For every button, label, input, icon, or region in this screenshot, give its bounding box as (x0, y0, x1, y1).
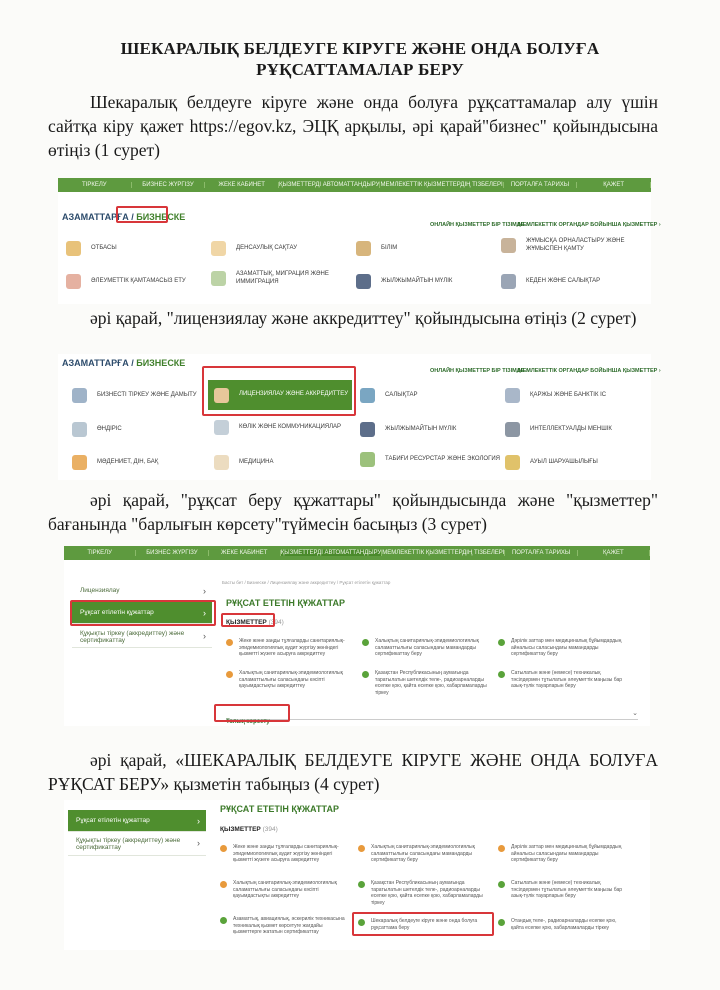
top-nav-bar (58, 178, 651, 192)
category-real-estate[interactable]: ЖЫЛЖЫМАЙТЫН МҮЛІК (360, 422, 500, 437)
nav-item[interactable]: БИЗНЕС ЖҮРГІЗУ (132, 182, 206, 188)
nav-item[interactable]: ПОРТАЛҒА ТАРИХЫ (504, 182, 578, 188)
category-medicine[interactable]: МЕДИЦИНА (214, 455, 354, 470)
highlight-show-all (214, 704, 290, 722)
magnifier-icon (360, 388, 375, 403)
category-family[interactable]: ОТБАСЫ (66, 241, 206, 256)
nav-item[interactable]: ТІРКЕЛУ (58, 182, 132, 188)
highlight-border-permit (352, 912, 494, 936)
nav-item[interactable]: МЕМЛЕКЕТТІК ҚЫЗМЕТТЕРДІҢ ТІЗБЕЛЕРІ (380, 182, 503, 188)
sidebar-item-permits[interactable]: Рұқсат етілетін құжаттар › (68, 810, 206, 832)
nav-item[interactable]: ПОРТАЛҒА ТАРИХЫ (505, 550, 577, 556)
category-ecology[interactable]: ТАБИҒИ РЕСУРСТАР ЖӘНЕ ЭКОЛОГИЯ (360, 452, 500, 467)
paragraph-step-2: әрі қарай, "лицензиялау және аккредиттеу" қойындысына өтіңіз (2 сурет) (90, 308, 637, 328)
online-services-link[interactable]: ОНЛАЙН ҚЫЗМЕТТЕР БІР ТІЗІМДЕ › (430, 368, 528, 374)
breadcrumb-business[interactable]: БИЗНЕСКЕ (136, 212, 186, 222)
nav-item[interactable]: ҚЫЗМЕТТЕРДІ АВТОМАТТАНДЫРУ (280, 550, 382, 556)
category-health[interactable]: ДЕНСАУЛЫҚ САҚТАУ (211, 241, 351, 256)
document-icon (72, 388, 87, 403)
service-dot-icon (362, 671, 369, 678)
service-dot-icon (358, 845, 365, 852)
nav-item[interactable]: БИЗНЕС ЖҮРГІЗУ (136, 550, 208, 556)
wheat-icon (505, 455, 520, 470)
paragraph-step-1: Шекаралық белдеуге кіруге және онда болуға рұқсаттамалар алу үшін сайтқа кіру қажет https://egov.kz, ЭЦҚ арқылы, әрі қарай"бизнес" қойындысына өтіңіз (1 сурет) (48, 92, 658, 160)
copyright-icon (505, 422, 520, 437)
category-transport[interactable]: КӨЛІК ЖӘНЕ КОММУНИКАЦИЯЛАР (214, 420, 354, 435)
category-production[interactable]: ӨНДІРІС (72, 422, 202, 437)
section-heading: РҰҚСАТ ЕТЕТІН ҚҰЖАТТАР (220, 804, 339, 814)
screenshot-1 (58, 178, 661, 304)
highlight-licensing (202, 366, 356, 416)
nav-item[interactable]: ЖЕКЕ КАБИНЕТ (209, 550, 281, 556)
breadcrumb-business[interactable]: БИЗНЕСКЕ (136, 358, 186, 368)
service-item-border-permit[interactable]: Шекаралық белдеуге кіруге және онда болуға рұқсаттама беру (358, 918, 488, 931)
service-dot-icon (362, 639, 369, 646)
service-item[interactable]: Дәрілік заттар мен медициналық бұйымдардың айналысы саласындағы мамандарды сертификаттау беру (498, 844, 628, 864)
service-dot-icon (498, 919, 505, 926)
truck-icon (214, 420, 229, 435)
nav-item[interactable]: ҚАЖЕТ (577, 182, 651, 188)
chevron-right-icon: › (197, 815, 200, 826)
title-line-1: ШЕКАРАЛЫҚ БЕЛДЕУГЕ КІРУГЕ ЖӘНЕ ОНДА БОЛУҒА (120, 39, 600, 58)
medicine-icon (214, 455, 229, 470)
service-dot-icon (498, 639, 505, 646)
top-nav-bar (64, 546, 650, 560)
show-all-button[interactable]: Толық көрсету (226, 719, 270, 725)
calculator-icon (505, 388, 520, 403)
service-item[interactable]: Халықтың санитариялық-эпидемиологиялық саламаттылығы саласындағы мамандарды сертификаттау беру (358, 844, 488, 864)
service-item[interactable]: Сатылатын және (немесе) техникалық тәсілдермен тұтылатын әлеуметтік маңызы бар азық-түлік тауарларын беру (498, 880, 628, 900)
highlight-business-tab (116, 206, 168, 223)
service-item[interactable]: Азаматтық, авиациялық, әскерилік техникасына техникалық қызмет көрсетуге жағдайы қызметтерге жататын сертификаттау (220, 916, 350, 936)
service-item[interactable]: Жеке және заңды тұлғаларды санитариялық-эпидемиологиялық аудит жүргізу жөніндегі қызметті жүзеге асыруға аккредиттеу (220, 844, 350, 864)
service-dot-icon (226, 639, 233, 646)
services-heading: ҚЫЗМЕТТЕР (394) (226, 619, 284, 626)
category-migration[interactable]: АЗАМАТТЫҚ, МИГРАЦИЯ ЖӘНЕ ИММИГРАЦИЯ (211, 271, 351, 286)
document-title (60, 38, 660, 80)
house-icon (360, 422, 375, 437)
masks-icon (72, 455, 87, 470)
service-item[interactable]: Қазақстан Республикасының аумағында таратылатын шетелдік теле-, радиоарналарды есепке қою, қайта есепке қою, хабарламаларды тіркеу (358, 880, 488, 906)
passport-icon (211, 271, 226, 286)
category-business-registration[interactable]: БИЗНЕСТІ ТІРКЕУ ЖӘНЕ ДАМЫТУ (72, 388, 202, 403)
paragraph-step-3: әрі қарай, "рұқсат беру құжаттары" қойындысында және "қызметтер" бағанында "барлығын көрсету"түймесін басыңыз (3 сурет) (48, 490, 658, 534)
gov-agencies-link[interactable]: МЕМЛЕКЕТТІК ОРГАНДАР БОЙЫНША ҚЫЗМЕТТЕР › (518, 222, 661, 228)
category-social[interactable]: ӘЛЕУМЕТТІК ҚАМТАМАСЫЗ ЕТУ (66, 274, 206, 289)
category-intellectual-property[interactable]: ИНТЕЛЛЕКТУАЛДЫ МЕНШІК (505, 422, 645, 437)
chevron-right-icon: › (203, 631, 206, 641)
nav-item[interactable]: ҚЫЗМЕТТЕРДІ АВТОМАТТАНДЫРУ (278, 182, 380, 188)
highlight-permits (70, 600, 216, 626)
category-employment[interactable]: ЖҰМЫСҚА ОРНАЛАСТЫРУ ЖӘНЕ ЖҰМЫСПЕН ҚАМТУ (501, 238, 646, 253)
health-icon (211, 241, 226, 256)
chevron-down-icon: ⌄ (632, 710, 638, 717)
service-dot-icon (498, 881, 505, 888)
house-icon (356, 274, 371, 289)
page-breadcrumb: Басты бет / Бизнеске / Лицензиялау және аккредиттеу / Рұқсат етілетін құжаттар (222, 580, 391, 585)
breadcrumb-citizens[interactable]: АЗАМАТТАРҒА / (62, 212, 134, 222)
category-licensing[interactable]: ЛИЦЕНЗИЯЛАУ ЖӘНЕ АККРЕДИТТЕУ (208, 380, 352, 410)
service-dot-icon (358, 881, 365, 888)
screenshot-4 (64, 800, 650, 950)
service-dot-icon (220, 845, 227, 852)
screenshot-3 (64, 546, 650, 726)
category-agriculture[interactable]: АУЫЛ ШАРУАШЫЛЫҒЫ (505, 455, 645, 470)
breadcrumb-citizens[interactable]: АЗАМАТТАРҒА / (62, 358, 134, 368)
nav-item[interactable]: МЕМЛЕКЕТТІК ҚЫЗМЕТТЕРДІҢ ТІЗБЕЛЕРІ (382, 550, 505, 556)
sidebar-item-accreditation[interactable]: Құқықты тіркеу (аккредиттеу) және сертификаттау › (68, 832, 206, 856)
category-real-estate[interactable]: ЖЫЛЖЫМАЙТЫН МҮЛІК (356, 274, 496, 289)
service-dot-icon (498, 845, 505, 852)
category-taxes[interactable]: САЛЫҚТАР (360, 388, 500, 403)
category-customs[interactable]: КЕДЕН ЖӘНЕ САЛЫҚТАР (501, 274, 646, 289)
service-item[interactable]: Халықтың санитариялық-эпидемиологиялық саламаттылығы саласындағы кәсіпті қауымдастықты аккредиттеу (220, 880, 350, 900)
services-heading: ҚЫЗМЕТТЕР (394) (220, 826, 278, 833)
service-item[interactable]: Сатылатын және (немесе) техникалық тәсілдермен тұтылатын әлеуметтік маңызы бар азық-түлік тауарларын беру (498, 670, 628, 690)
sidebar-item-accreditation[interactable]: Құқықты тіркеу (аккредиттеу) және сертификаттау › (72, 626, 212, 648)
service-item[interactable]: Қазақстан Республикасының аумағында таратылатын шетелдік теле-, радиоарналарды есепке қою, қайта есепке қою, хабарламаларды тіркеу (362, 670, 492, 696)
nav-item[interactable]: ТІРКЕЛУ (64, 550, 136, 556)
service-dot-icon (220, 917, 227, 924)
screenshot-2 (58, 354, 661, 480)
social-icon (66, 274, 81, 289)
customs-icon (501, 274, 516, 289)
category-finance[interactable]: ҚАРЖЫ ЖӘНЕ БАНКТІК ІС (505, 388, 645, 403)
chevron-right-icon: › (203, 585, 206, 596)
chevron-right-icon: › (203, 607, 206, 618)
family-icon (66, 241, 81, 256)
category-education[interactable]: БІЛІМ (356, 241, 496, 256)
worker-icon (501, 238, 516, 253)
nav-item[interactable]: ЖЕКЕ КАБИНЕТ (205, 182, 279, 188)
service-item[interactable]: Отандық теле-, радиоарналарды есепке қою, қайта есепке қою, хабарламаларды тіркеу (498, 918, 628, 931)
service-dot-icon (226, 671, 233, 678)
plant-icon (360, 452, 375, 467)
section-heading: РҰҚСАТ ЕТЕТІН ҚҰЖАТТАР (226, 598, 345, 608)
service-item[interactable]: Халықтың санитариялық-эпидемиологиялық саламаттылығы саласындағы кәсіпті қауымдастықты аккредиттеу (226, 670, 356, 690)
service-item[interactable]: Дәрілік заттар мен медициналық бұйымдардың айналысы саласындағы мамандарды сертификаттау беру (498, 638, 628, 658)
service-item[interactable]: Халықтың санитариялық-эпидемиологиялық саламаттылығы саласындағы мамандарды сертификаттау беру (362, 638, 492, 658)
factory-icon (72, 422, 87, 437)
books-icon (356, 241, 371, 256)
service-dot-icon (220, 881, 227, 888)
online-services-link[interactable]: ОНЛАЙН ҚЫЗМЕТТЕР БІР ТІЗІМДЕ › (430, 222, 528, 228)
nav-item[interactable]: ҚАЖЕТ (578, 550, 650, 556)
category-culture[interactable]: МӘДЕНИЕТ, ДІН, БАҚ (72, 455, 202, 470)
chevron-right-icon: › (197, 838, 200, 848)
paragraph-step-4: әрі қарай, «ШЕКАРАЛЫҚ БЕЛДЕУГЕ КІРУГЕ ЖӘНЕ ОНДА БОЛУҒА РҰҚСАТ БЕРУ» қызметін табыңыз (4 сурет) (48, 750, 658, 794)
highlight-services (221, 613, 275, 627)
title-line-2: РҰҚСАТТАМАЛАР БЕРУ (256, 60, 464, 79)
sidebar-item-permits[interactable]: Рұқсат етілетін құжаттар › (72, 602, 212, 624)
sidebar-item-licensing[interactable]: Лицензиялау › (72, 580, 212, 602)
gov-agencies-link[interactable]: МЕМЛЕКЕТТІК ОРГАНДАР БОЙЫНША ҚЫЗМЕТТЕР › (518, 368, 661, 374)
service-item[interactable]: Жеке және заңды тұлғаларды санитариялық-эпидемиологиялық аудит жүргізу жөніндегі қызметті жүзеге асыруға аккредиттеу (226, 638, 356, 658)
service-dot-icon (498, 671, 505, 678)
breadcrumb (62, 358, 185, 368)
